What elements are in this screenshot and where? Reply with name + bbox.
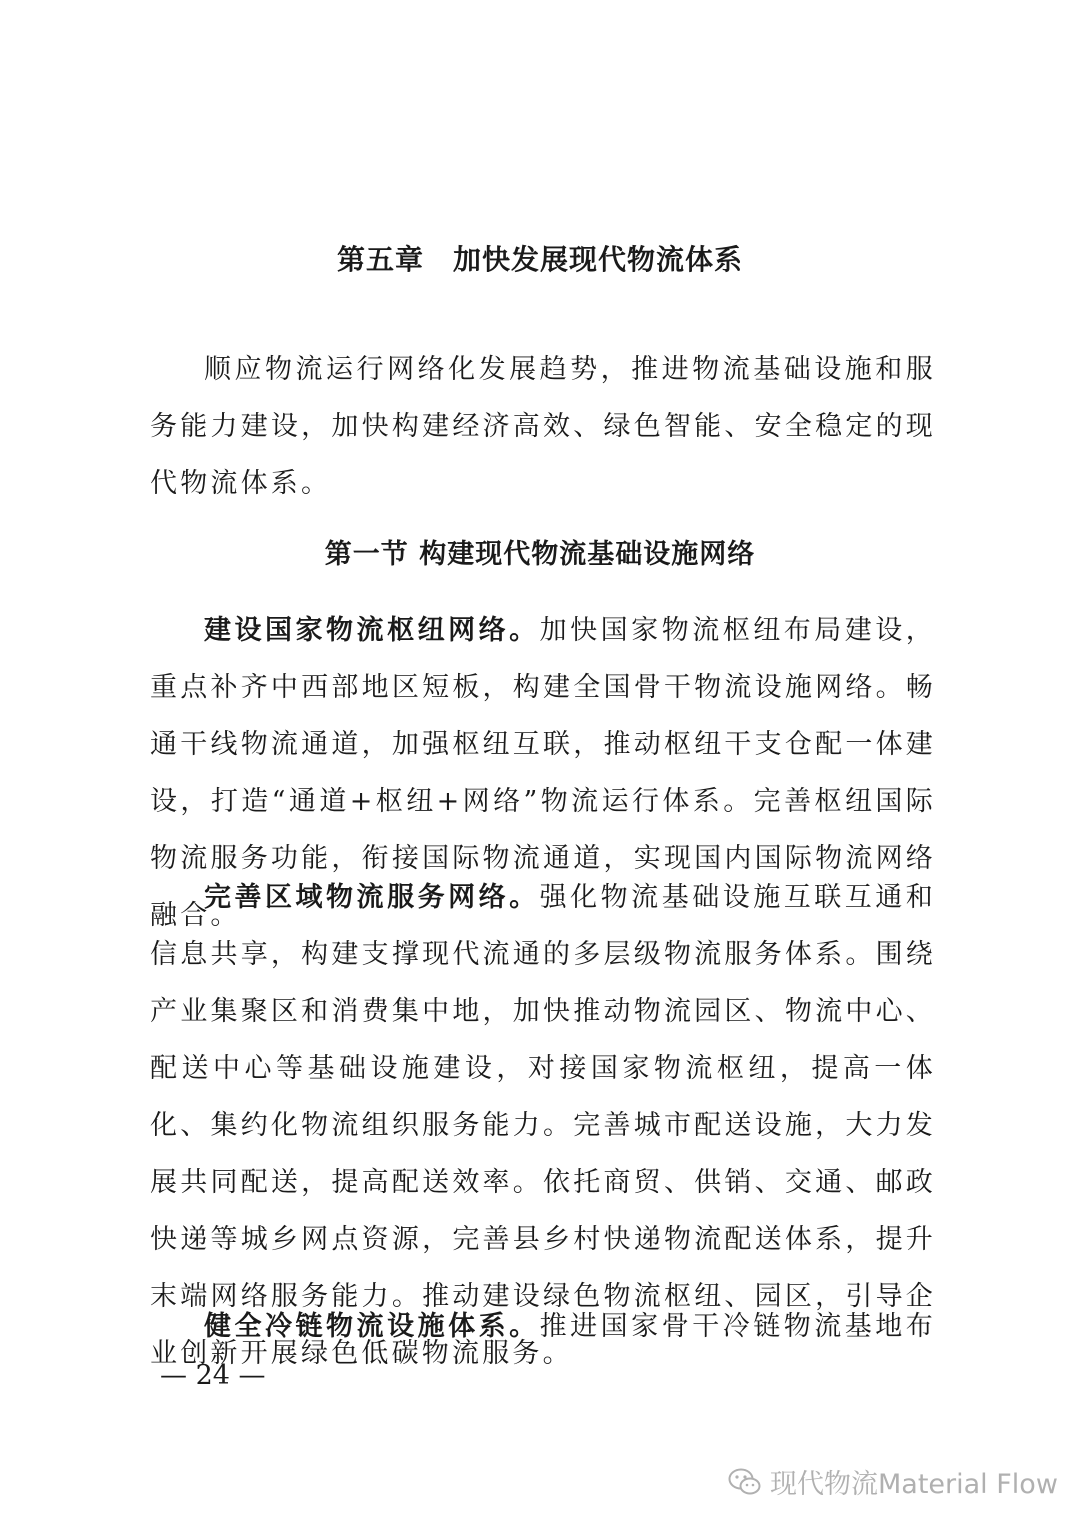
paragraph-body: 强化物流基础设施互联互通和信息共享，构建支撑现代流通的多层级物流服务体系。围绕产业集聚区和消费集中地，加快推动物流园区、物流中心、配送中心等基础设施建设，对接国家物流枢纽，提高一体化、集约化物流组织服务能力。完善城市配送设施，大力发展共同配送，提高配送效率。依托商贸、供销、交通、邮政快递等城乡网点资源，完善县乡村快递物流配送体系，提升末端网络服务能力。推动建设绿色物流枢纽、园区，引导企业创新开展绿色低碳物流服务。 [150, 882, 936, 1369]
page-number: — 24 — [160, 1360, 266, 1391]
paragraph-lead: 完善区域物流服务网络。 [204, 882, 540, 913]
paragraph-cold-chain [150, 1298, 936, 1355]
wechat-icon [728, 1467, 762, 1497]
watermark-text: 现代物流Material Flow [770, 1469, 1058, 1500]
paragraph-lead: 健全冷链物流设施体系。 [204, 1311, 540, 1342]
watermark [728, 1462, 1058, 1501]
paragraph-lead: 建设国家物流枢纽网络。 [204, 615, 540, 646]
chapter-title: 第五章 加快发展现代物流体系 [336, 243, 743, 276]
paragraph-body: 加快国家物流枢纽布局建设，重点补齐中西部地区短板，构建全国骨干物流设施网络。畅通干线物流通道，加强枢纽互联，推动枢纽干支仓配一体建设，打造“通道+枢纽+网络”物流运行体系。完善枢纽国际物流服务功能，衔接国际物流通道，实现国内国际物流网络融合。 [150, 615, 936, 931]
intro-paragraph: 顺应物流运行网络化发展趋势，推进物流基础设施和服务能力建设，加快构建经济高效、绿色智能、安全稳定的现代物流体系。 [150, 354, 936, 499]
section-title: 第一节 构建现代物流基础设施网络 [324, 539, 756, 570]
paragraph-body: 推进国家骨干冷链物流基地布 [539, 1311, 936, 1342]
